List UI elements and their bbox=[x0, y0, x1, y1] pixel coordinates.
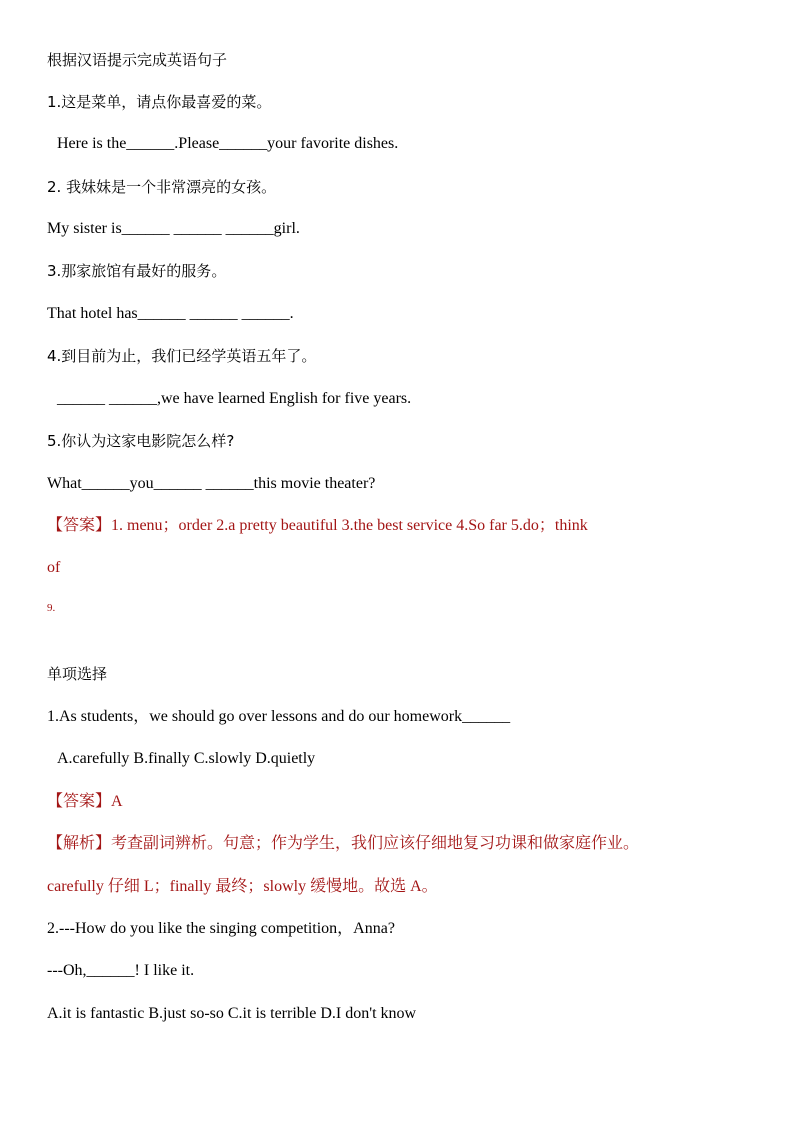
question-5-english: What______you______ ______this movie theater? bbox=[47, 475, 376, 492]
question-2-chinese: 2. 我妹妹是一个非常漂亮的女孩。 bbox=[47, 178, 277, 196]
page-marker: 9. bbox=[47, 602, 56, 614]
answer-key-section-1-continued: of bbox=[47, 559, 61, 576]
question-3-english: That hotel has______ ______ ______. bbox=[47, 305, 294, 322]
mc-question-2-stem: 2.---How do you like the singing competition，Anna? bbox=[47, 920, 395, 937]
question-3-chinese: 3.那家旅馆有最好的服务。 bbox=[47, 262, 227, 280]
mc-question-1-analysis: 【解析】考查副词辨析。句意；作为学生，我们应该仔细地复习功课和做家庭作业。 bbox=[47, 835, 640, 852]
mc-question-2-options: A.it is fantastic B.just so-so C.it is terrible D.I don't know bbox=[47, 1005, 417, 1022]
section-title-multiple-choice: 单项选择 bbox=[47, 665, 108, 683]
question-4-english: ______ ______,we have learned English for five years. bbox=[57, 390, 412, 407]
mc-question-1-stem: 1.As students，we should go over lessons and do our homework______ bbox=[47, 708, 511, 725]
question-2-english: My sister is______ ______ ______girl. bbox=[47, 220, 300, 237]
question-5-chinese: 5.你认为这家电影院怎么样? bbox=[47, 432, 235, 450]
answer-key-section-1: 【答案】1. menu；order 2.a pretty beautiful 3.the best service 4.So far 5.do；think bbox=[47, 517, 588, 534]
mc-question-1-answer: 【答案】A bbox=[47, 793, 123, 810]
question-1-chinese: 1.这是菜单，请点你最喜爱的菜。 bbox=[47, 93, 272, 111]
question-1-english: Here is the______.Please______your favorite dishes. bbox=[57, 135, 399, 152]
mc-question-1-analysis-continued: carefully 仔细 L；finally 最终；slowly 缓慢地。故选 A。 bbox=[47, 878, 438, 895]
mc-question-1-options: A.carefully B.finally C.slowly D.quietly bbox=[57, 750, 316, 767]
section-title-completion: 根据汉语提示完成英语句子 bbox=[47, 51, 228, 69]
question-4-chinese: 4.到目前为止，我们已经学英语五年了。 bbox=[47, 347, 317, 365]
mc-question-2-reply: ---Oh,______! I like it. bbox=[47, 962, 195, 979]
